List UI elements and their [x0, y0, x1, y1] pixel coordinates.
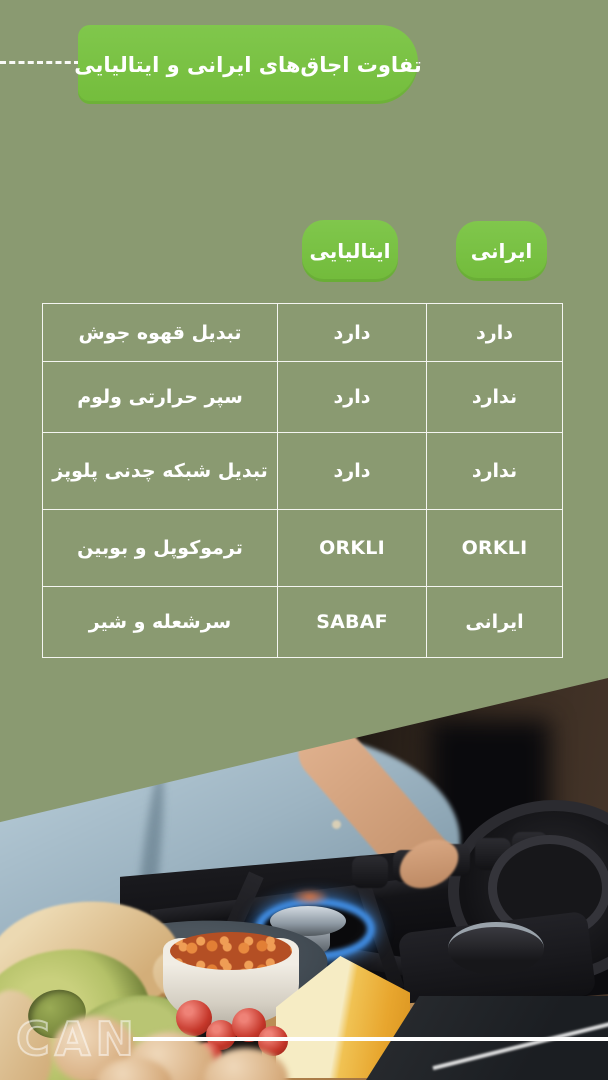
feature-cell: سپر حرارتی ولوم: [43, 361, 277, 432]
column-badge-iranian-label: ایرانی: [470, 239, 533, 263]
column-badge-iranian: [456, 221, 547, 281]
italian-value-cell: دارد: [277, 304, 426, 361]
column-badge-italian-label: ایتالیایی: [309, 239, 391, 263]
shirt-button: [332, 820, 341, 829]
feature-cell: تبدیل قهوه جوش: [78, 321, 242, 344]
watermark: CAN: [16, 1012, 139, 1066]
italian-value-cell: SABAF: [277, 586, 426, 657]
iranian-value-cell: ایرانی: [426, 586, 562, 657]
dashed-connector-line: [0, 61, 80, 64]
iranian-value-cell: ORKLI: [426, 509, 562, 586]
feature-cell: ترموکوپل و بوبین: [43, 509, 277, 586]
comparison-table: [42, 303, 563, 658]
italian-value-cell: دارد: [277, 361, 426, 432]
iranian-value-cell: ندارد: [426, 361, 562, 432]
decorative-white-line: [133, 1037, 608, 1041]
feature-cell: سرشعله و شیر: [43, 586, 277, 657]
gas-flame-orange-tip: [290, 888, 330, 906]
iranian-value-cell: دارد: [426, 304, 562, 361]
feature-cell: تبدیل شبکه چدنی پلوپز: [43, 432, 277, 509]
column-badge-italian: [302, 220, 398, 282]
kitchen-photo: [0, 660, 608, 1080]
title-badge: [74, 25, 422, 104]
italian-value-cell: دارد: [277, 432, 426, 509]
control-knob: [352, 856, 388, 888]
iranian-value-cell: ندارد: [426, 432, 562, 509]
page-title: تفاوت اجاق‌های ایرانی و ایتالیایی: [74, 52, 422, 77]
baked-beans: [170, 932, 292, 970]
front-burner-cap: [448, 922, 544, 975]
italian-value-cell: ORKLI: [277, 509, 426, 586]
